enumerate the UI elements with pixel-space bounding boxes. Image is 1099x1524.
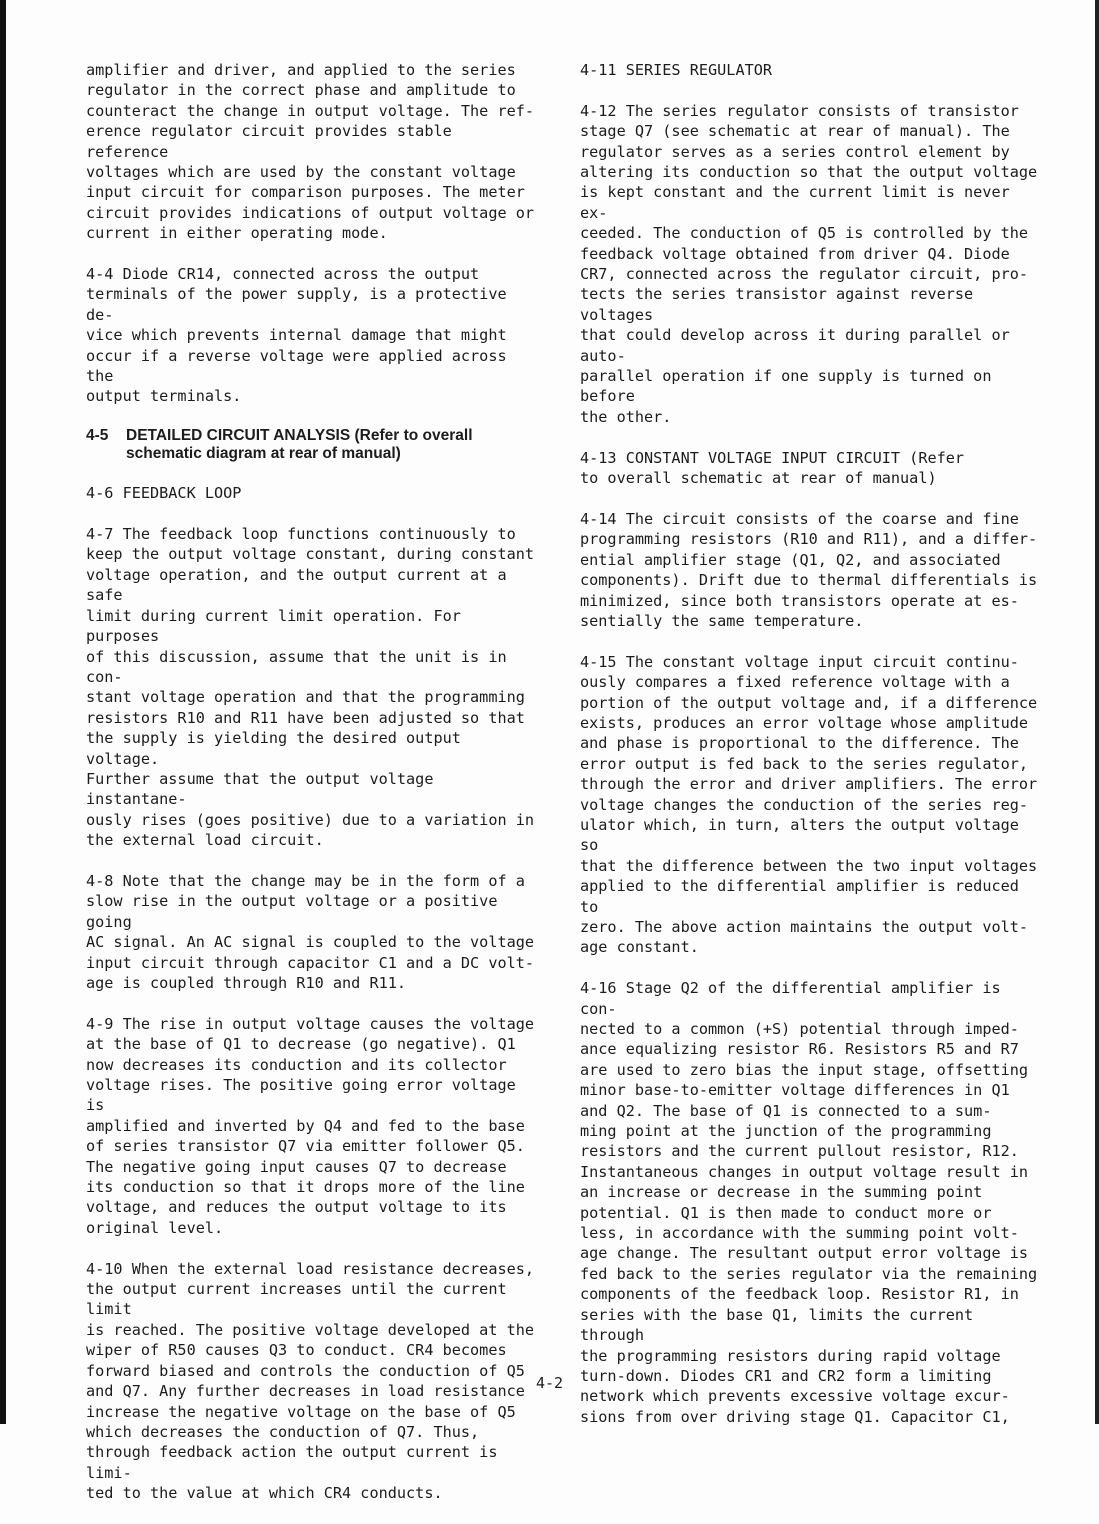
paragraph-4-7: 4-7 The feedback loop functions continuously to keep the output voltage constant, during constant voltage operation, and the output current at a safe limit during current limit operation. For purposes of this discussion, assume that the unit is in con- stant voltage operation and that the programming resistors R10 and R11 have been adjusted so that the supply is yielding the desired output voltage. Further assume that the output voltage instantane- ously rises (goes positive) due to a variation in the external load circuit.	[86, 525, 535, 850]
paragraph-4-15: 4-15 The constant voltage input circuit continu- ously compares a fixed reference voltage with a portion of the output voltage and, if a difference exists, produces an error voltage whose amplitude and phase is proportional to the difference. The error output is fed back to the series regulator, through the error and driver amplifiers. The error voltage changes the conduction of the series reg- ulator which, in turn, alters the output voltage so that the difference between the two input voltages applied to the differential amplifier is reduced to zero. The above action maintains the output volt- age constant.	[580, 652, 1038, 957]
paragraph-4-12: 4-12 The series regulator consists of transistor stage Q7 (see schematic at rear of manual). The regulator serves as a series control element by altering its conduction so that the output voltage is kept constant and the current limit is never ex- ceeded. The conduction of Q5 is controlled by the feedback voltage obtained from driver Q4. Diode CR7, connected across the regulator circuit, pro- tects the series transistor against reverse voltages that could develop across it during parallel or auto- parallel operation if one supply is turned on before the other.	[580, 101, 1038, 426]
paragraph-4-4: 4-4 Diode CR14, connected across the output terminals of the power supply, is a protective de- vice which prevents internal damage that might occur if a reverse voltage were applied across the output terminals.	[86, 265, 507, 406]
paragraph-4-8: 4-8 Note that the change may be in the form of a slow rise in the output voltage or a positive going AC signal. An AC signal is coupled to the voltage input circuit through capacitor C1 and a DC volt- age is coupled through R10 and R11.	[86, 871, 535, 992]
scan-edge-left	[0, 0, 6, 1424]
paragraph-4-16: 4-16 Stage Q2 of the differential amplifier is con- nected to a common (+S) potential through imped- ance equalizing resistor R6. Resistors R5 and R7 are used to zero bias the input stage, offsetting minor base-to-emitter voltage differences in Q1 and Q2. The base of Q1 is connected to a sum- ming point at the junction of the programming resistors and the current pullout resistor, R12. Instantaneous changes in output voltage result in an increase or decrease in the summing point potential. Q1 is then made to conduct more or less, in accordance with the summing point volt- age change. The resultant output error voltage is fed back to the series regulator via the remaining components of the feedback loop. Resistor R1, in series with the base Q1, limits the current through the programming resistors during rapid voltage turn-down. Diodes CR1 and CR2 form a limiting network which prevents excessive voltage excur- sions from over driving stage Q1. Capacitor C1,	[580, 979, 1038, 1426]
left-column	[86, 60, 538, 1524]
paragraph-4-14: 4-14 The circuit consists of the coarse and fine programming resistors (R10 and R11), and a differ- ential amplifier stage (Q1, Q2, and associated components). Drift due to thermal differentials is minimized, since both transistors operate at es- sentially the same temperature.	[580, 509, 1038, 630]
paragraph-4-10: 4-10 When the external load resistance decreases, the output current increases until the current limit is reached. The positive voltage developed at the wiper of R50 causes Q3 to conduct. CR4 becomes forward biased and controls the conduction of Q5 and Q7. Any further decreases in load resistance increase the negative voltage on the base of Q5 which decreases the conduction of Q7. Thus, through feedback action the output current is limi- ted to the value at which CR4 conducts.	[86, 1259, 535, 1503]
scan-edge-right	[1095, 0, 1099, 1424]
section-title: DETAILED CIRCUIT ANALYSIS (Refer to overall schematic diagram at rear of manual)	[126, 427, 473, 463]
right-column	[580, 60, 1040, 1448]
section-number: 4-5	[86, 427, 109, 445]
paragraph-intro: amplifier and driver, and applied to the series regulator in the correct phase and amplitude to counteract the change in output voltage. The ref- erence regulator circuit provides stable reference voltages which are used by the constant voltage input circuit for comparison purposes. The meter circuit provides indications of output voltage or current in either operating mode.	[86, 61, 535, 243]
subheading-4-13: 4-13 CONSTANT VOLTAGE INPUT CIRCUIT (Refer to overall schematic at rear of manual)	[580, 448, 965, 488]
page-number: 4-2	[535, 1374, 564, 1392]
section-heading-4-5	[86, 427, 538, 463]
subheading-4-6: 4-6 FEEDBACK LOOP	[86, 484, 242, 503]
paragraph-4-9: 4-9 The rise in output voltage causes the voltage at the base of Q1 to decrease (go negative). Q1 now decreases its conduction and its collector voltage rises. The positive going error voltage is amplified and inverted by Q4 and fed to the base of series transistor Q7 via emitter follower Q5. The negative going input causes Q7 to decrease its conduction so that it drops more of the line voltage, and reduces the output voltage to its original level.	[86, 1014, 535, 1237]
subheading-4-11: 4-11 SERIES REGULATOR	[580, 61, 773, 79]
